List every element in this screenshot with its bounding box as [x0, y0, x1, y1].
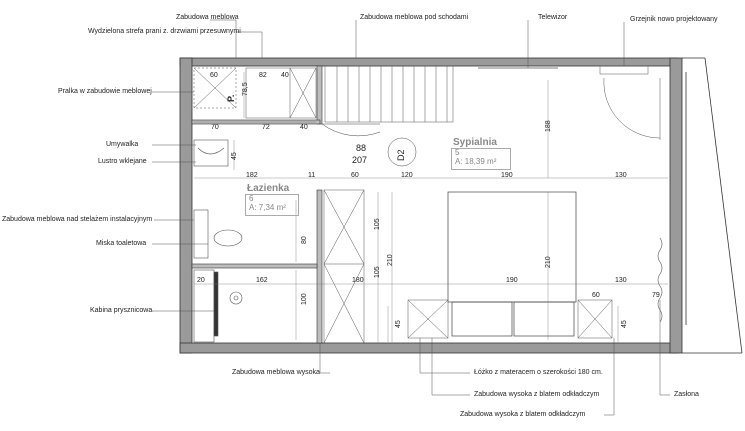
bed [448, 192, 576, 336]
callout-lustro: Lustro wklejane [98, 158, 147, 165]
door-code: D2 [396, 149, 406, 161]
dim-80: 80 [301, 236, 308, 244]
room-sypialnia-number: 5 [455, 148, 460, 157]
room-sypialnia-area: A: 18,39 m² [455, 157, 497, 166]
dim-210-b: 210 [545, 256, 552, 268]
sink [194, 140, 228, 166]
callout-wydzielona-strefa: Wydzielona strefa prani z. drzwiami przesuwnymi [88, 28, 241, 35]
leader-lines [152, 20, 670, 415]
tall-wardrobe [324, 190, 364, 343]
callout-miska: Miska toaletowa [96, 240, 147, 247]
callout-umywalka: Umywalka [106, 141, 139, 148]
dim-100: 100 [301, 293, 308, 305]
room-lazienka-name: Łazienka [247, 183, 290, 194]
dim-60-row: 60 [351, 172, 359, 179]
dim-45-sink: 45 [231, 152, 238, 160]
dim-11: 11 [308, 172, 316, 179]
callout-blat-1: Zabudowa wysoka z blatem odkładczym [474, 391, 600, 398]
dim-60-bedside: 60 [592, 292, 600, 299]
door-height: 207 [352, 155, 368, 165]
bedside-storage [408, 300, 612, 338]
dim-190-bottom: 190 [506, 277, 518, 284]
window-zone [682, 58, 742, 353]
dim-210-a: 210 [387, 254, 394, 266]
room-lazienka-area: A: 7,34 m² [249, 203, 286, 212]
callout-nad-stelazem: Zabudowa meblowa nad stelażem instalacyjnym [2, 216, 153, 223]
callout-kabina: Kabina prysznicowa [90, 307, 153, 314]
callout-lozko: Łóżko z materacem o szerokości 180 cm. [474, 369, 603, 376]
callout-zabudowa-meblowa: Zabudowa meblowa [176, 14, 239, 21]
dim-60-washer: 60 [210, 72, 218, 79]
callout-wysoka: Zabudowa meblowa wysoka [232, 369, 320, 376]
callout-pralka: Pralka w zabudowie meblowej [58, 88, 152, 95]
room-lazienka-number: 6 [249, 194, 254, 203]
label-p: P. [226, 94, 236, 102]
dim-20: 20 [197, 277, 205, 284]
dim-40-mid: 40 [300, 124, 308, 131]
dim-45-left: 45 [395, 320, 402, 328]
dim-82: 82 [259, 72, 267, 79]
dim-188: 188 [545, 120, 552, 132]
dim-162: 162 [256, 277, 268, 284]
callout-grzejnik: Grzejnik nowo projektowany [630, 16, 718, 23]
dim-72: 72 [262, 124, 270, 131]
dim-180: 180 [352, 277, 364, 284]
dim-78-5: 78,5 [242, 82, 249, 96]
callout-telewizor: Telewizor [538, 14, 568, 21]
toilet [194, 210, 242, 258]
callout-zaslona: Zasłona [674, 391, 699, 398]
radiator [600, 66, 660, 140]
dim-182: 182 [246, 172, 258, 179]
stairs [325, 66, 453, 122]
dim-105-b: 105 [374, 266, 381, 278]
dim-79: 79 [652, 292, 660, 299]
dim-130-top: 130 [615, 172, 627, 179]
room-sypialnia-name: Sypialnia [453, 137, 497, 148]
door-width: 88 [356, 143, 367, 153]
dim-105-a: 105 [374, 218, 381, 230]
dim-190-top: 190 [501, 172, 513, 179]
dim-45-right: 45 [621, 320, 628, 328]
callout-blat-2: Zabudowa wysoka z blatem odkładczym [460, 411, 586, 418]
dim-40-top: 40 [281, 72, 289, 79]
callout-pod-schodami: Zabudowa meblowa pod schodami [360, 14, 469, 21]
dim-130-bottom: 130 [615, 277, 627, 284]
dim-70: 70 [211, 124, 219, 131]
dim-120: 120 [401, 172, 413, 179]
